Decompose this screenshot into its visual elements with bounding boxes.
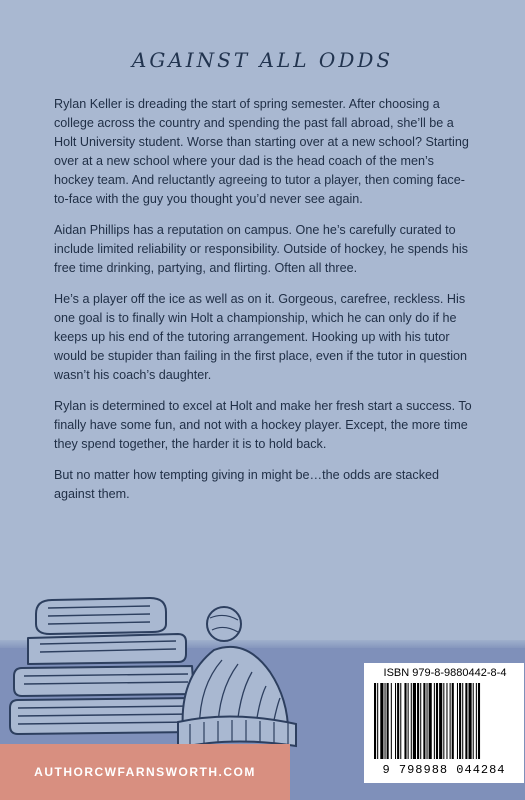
barcode-bar <box>434 683 435 759</box>
barcode-bar <box>411 683 412 759</box>
barcode-bar <box>476 683 477 759</box>
barcode-bar <box>395 683 396 759</box>
barcode-bar <box>408 683 409 759</box>
barcode-bar <box>377 683 378 759</box>
barcode-bar <box>391 683 392 759</box>
barcode-bar <box>423 683 425 759</box>
barcode-bar <box>387 683 389 759</box>
barcode-bar <box>450 683 451 759</box>
isbn-barcode <box>364 663 524 783</box>
barcode-bar <box>465 683 467 759</box>
knit-beanie-icon <box>178 607 296 748</box>
barcode-bar <box>478 683 480 759</box>
barcode-bar <box>439 683 442 759</box>
barcode-bar <box>443 683 444 759</box>
blurb-paragraph: But no matter how tempting giving in might be…the odds are stacked against them. <box>54 468 440 501</box>
barcode-bar <box>400 683 401 759</box>
book-stack-icon <box>10 598 206 734</box>
barcode-icon <box>370 681 518 761</box>
barcode-bar <box>436 683 438 759</box>
author-website: AUTHORCWFARNSWORTH.COM <box>34 765 256 779</box>
barcode-bar <box>429 683 432 759</box>
barcode-bar <box>427 683 428 759</box>
barcode-bar <box>413 683 416 759</box>
barcode-bar <box>457 683 458 759</box>
book-title: AGAINST ALL ODDS <box>131 48 394 72</box>
isbn-label: ISBN 979-8-9880442-8-4 <box>383 667 507 679</box>
illustration <box>0 590 330 750</box>
barcode-bar <box>420 683 421 759</box>
barcode-number: 9 798988 044284 <box>382 763 506 777</box>
barcode-bar <box>469 683 472 759</box>
barcode-bar <box>446 683 447 759</box>
blurb-paragraph: He’s a player off the ice as well as on it. Gorgeous, carefree, reckless. His one goal is to finally win Holt a championship, which he can only do if he keeps up his end of the tutoring arrangement. Hooking up with his tutor would be stupider than failing in the first place, even if the tutor in question wasn’t his coach’s daughter. <box>54 292 468 382</box>
barcode-bar <box>462 683 463 759</box>
barcode-bar <box>417 683 419 759</box>
blurb-paragraph: Aidan Phillips has a reputation on campus. One he’s carefully curated to include limited reliability or responsibility. Outside of hockey, he spends his free time drinking, partying, and flirting. Often all three. <box>54 223 468 275</box>
barcode-bar <box>374 683 376 759</box>
barcode-bar <box>452 683 454 759</box>
barcode-bar <box>397 683 399 759</box>
barcode-bar <box>459 683 461 759</box>
barcode-bar <box>404 683 406 759</box>
blurb-paragraph: Rylan Keller is dreading the start of spring semester. After choosing a college across the country and spending the past fall abroad, she’ll be a Holt University student. Worse than starting over at a new school? Starting over at a new school where your dad is the head coach of the men’s hockey team. And reluctantly agreeing to tutor a player, then coming face-to-face with the guy you thought you’d never see again. <box>54 97 469 206</box>
barcode-bar <box>473 683 474 759</box>
blurb <box>54 95 476 516</box>
barcode-bar <box>385 683 386 759</box>
blurb-paragraph: Rylan is determined to excel at Holt and make her fresh start a success. To finally have some fun, and not with a hockey player. Except, the more time they spend together, the harder it is to hold back. <box>54 399 472 451</box>
barcode-bar <box>380 683 383 759</box>
